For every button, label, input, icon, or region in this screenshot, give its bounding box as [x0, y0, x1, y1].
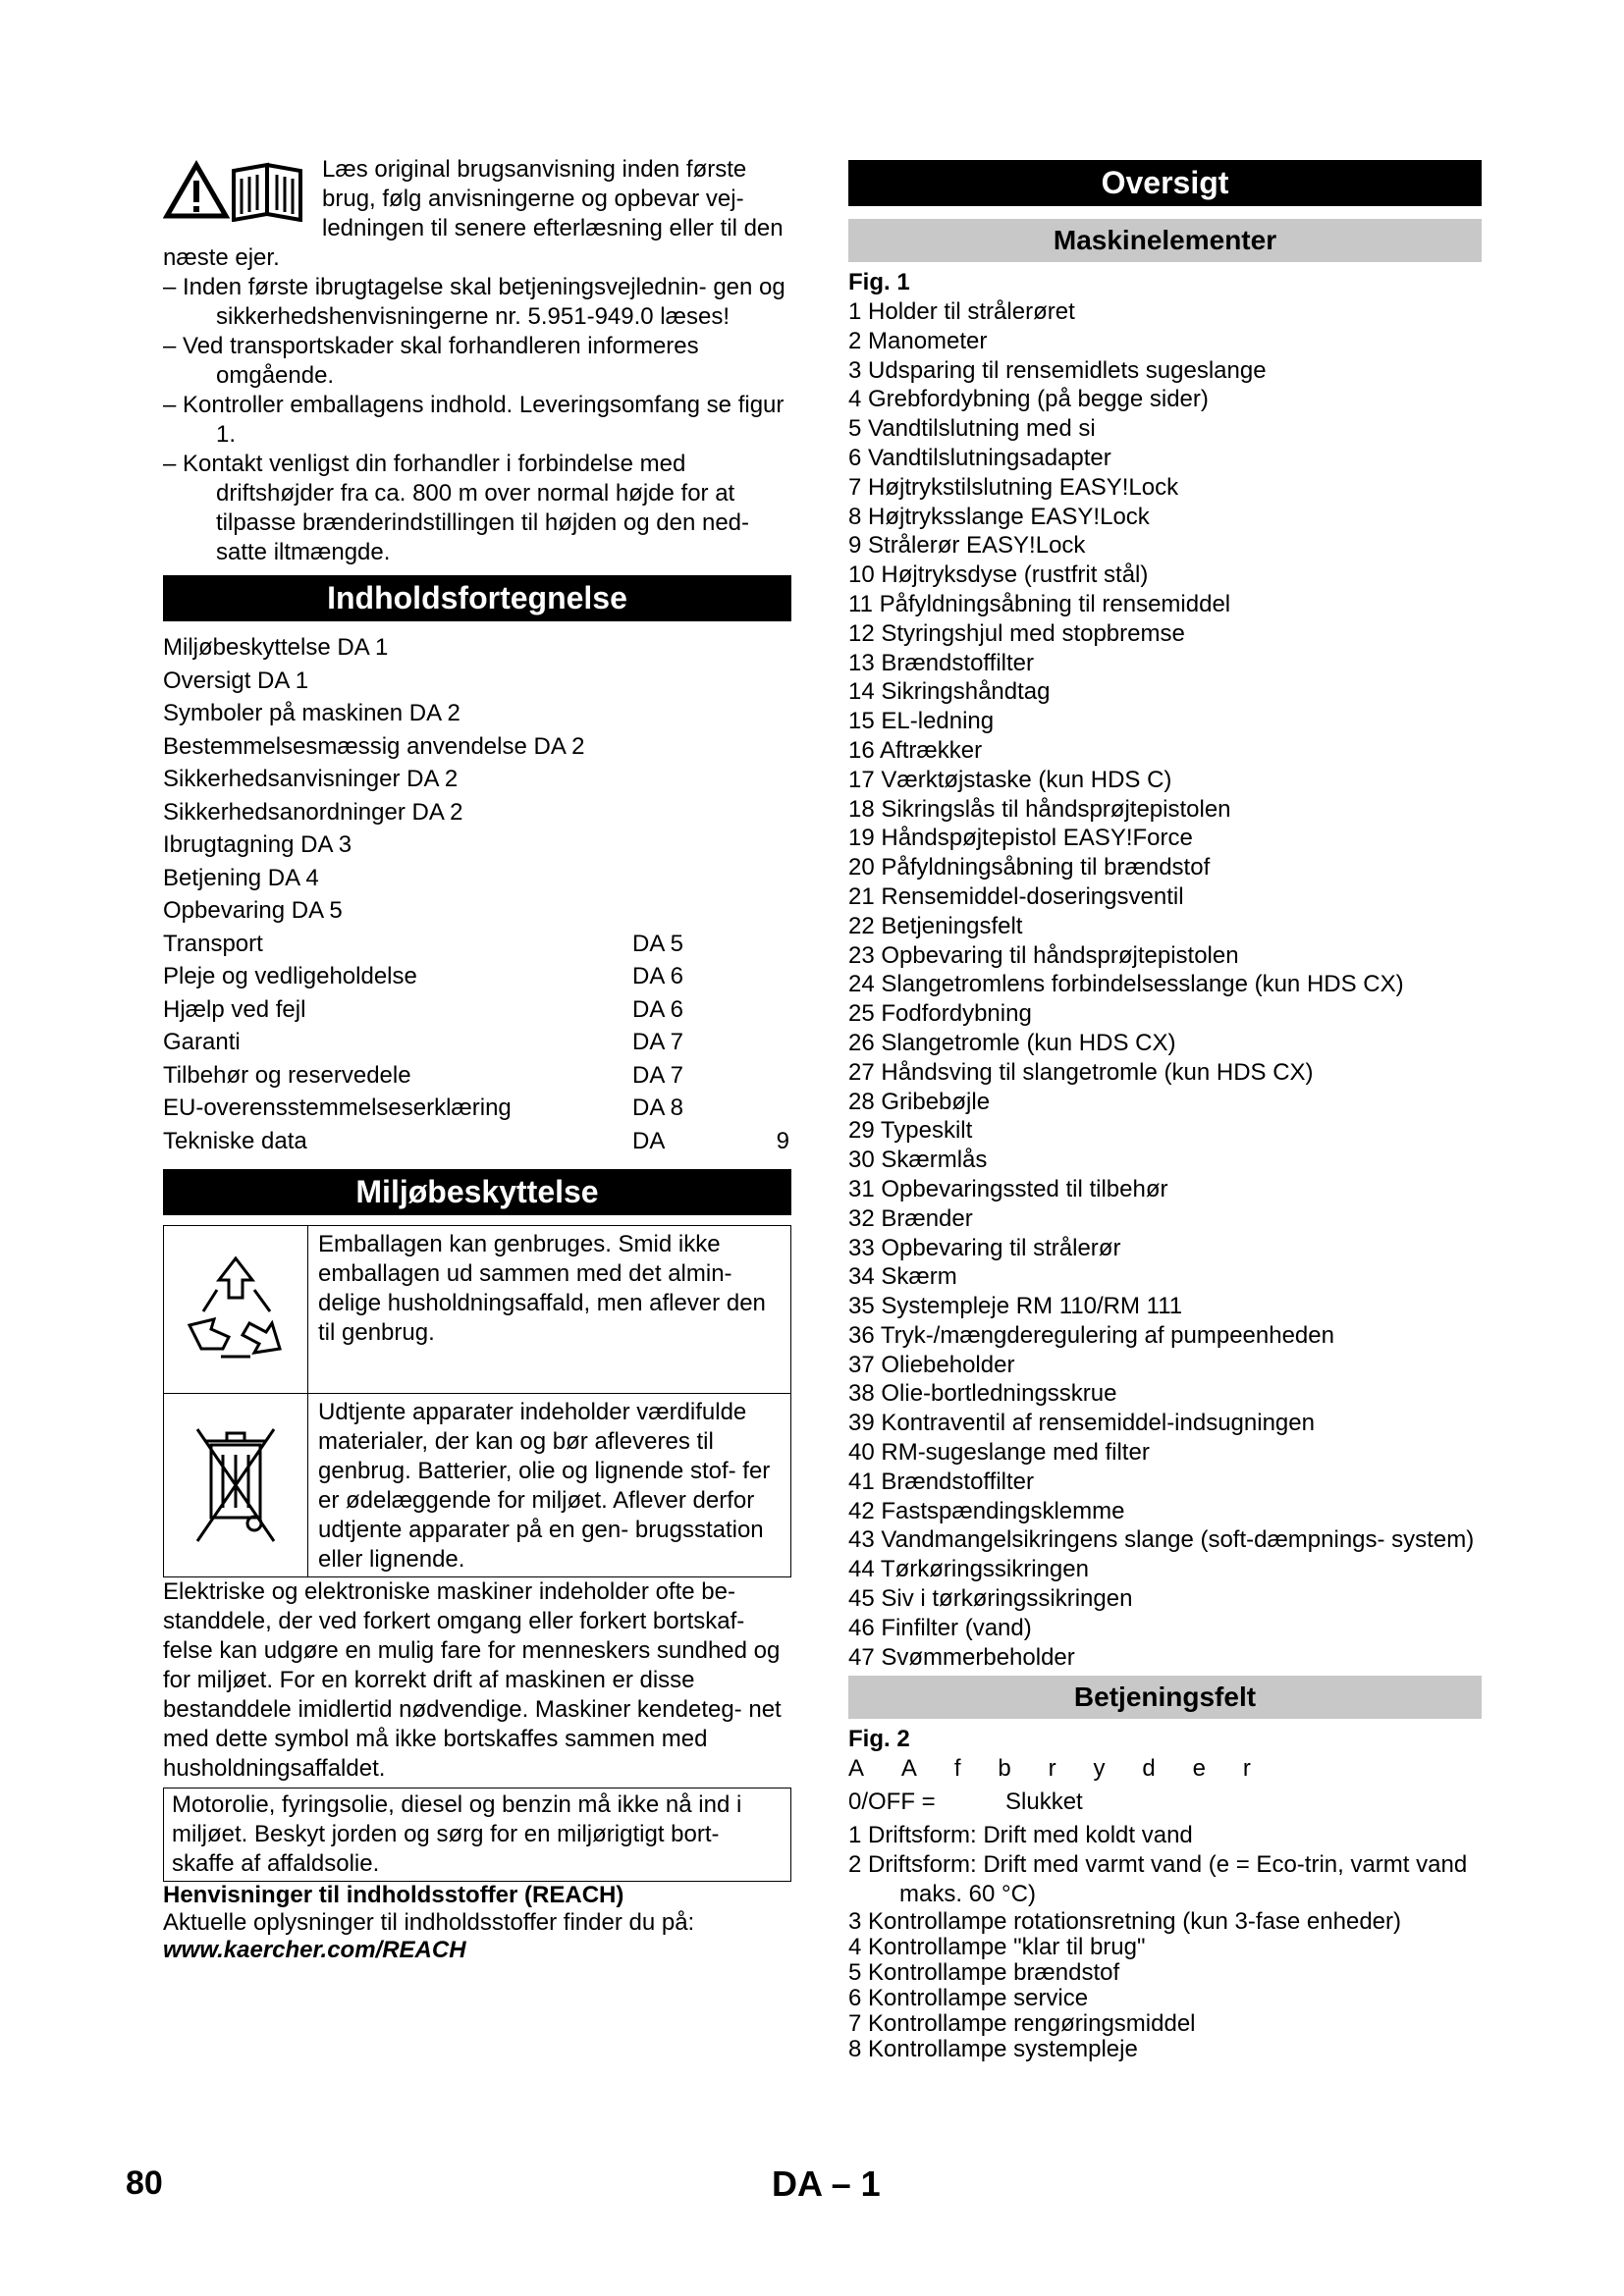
- list-item: 25 Fodfordybning: [848, 1000, 1032, 1028]
- list-item: 42 Fastspændingsklemme: [848, 1497, 1125, 1524]
- toc-title: Transport: [163, 930, 263, 957]
- control-panel-list-lamps: [848, 1935, 1482, 2062]
- toc-title: Garanti: [163, 1029, 241, 1055]
- list-item: 5 Kontrollampe brændstof: [848, 1958, 1120, 1986]
- list-item: 18 Sikringslås til håndsprøjtepistolen: [848, 795, 1231, 823]
- toc-entry[interactable]: [163, 960, 791, 993]
- toc-page: 9: [776, 1127, 789, 1154]
- list-item: 7 Højtrykstilslutning EASY!Lock: [848, 473, 1179, 501]
- machine-elements-heading: Maskinelementer: [848, 219, 1482, 262]
- symbol-table: [163, 1225, 791, 1577]
- list-item: 10 Højtryksdyse (rustfrit stål): [848, 561, 1149, 589]
- warning-icons: [163, 157, 314, 222]
- list-item: 40 RM-sugeslange med filter: [848, 1439, 1150, 1467]
- toc-entry[interactable]: [163, 631, 791, 665]
- toc-title: EU-overensstemmelseserklæring: [163, 1095, 512, 1121]
- symbol-row-recycle: [164, 1226, 790, 1393]
- environment-heading: Miljøbeskyttelse: [163, 1169, 791, 1215]
- control-panel-list: [848, 1821, 1482, 1934]
- letter: e: [1192, 1755, 1207, 1783]
- list-item: 8 Højtryksslange EASY!Lock: [848, 503, 1150, 530]
- list-item: 21 Rensemiddel-doseringsventil: [848, 882, 1184, 910]
- toc-page: [760, 1059, 789, 1093]
- toc-entry-text: Betjening DA 4: [163, 864, 319, 891]
- letter: A: [900, 1755, 917, 1783]
- list-item: 19 Håndspøjtepistol EASY!Force: [848, 825, 1193, 852]
- crossed-bin-icon: [164, 1394, 308, 1576]
- reach-text: Aktuelle oplysninger til indholdsstoffer finder du på:: [163, 1909, 695, 1936]
- list-item: 1 Holder til strålerøret: [848, 298, 1075, 325]
- list-item: 26 Slangetromle (kun HDS CX): [848, 1029, 1176, 1056]
- toc-code: DA 7: [632, 1029, 684, 1055]
- oil-warning-box: Motorolie, fyringsolie, diesel og benzin må ikke nå ind i miljøet. Beskyt jorden og sørg for en miljørigtigt bort- skaffe af affaldsolie.: [163, 1788, 791, 1882]
- reach-heading: Henvisninger til indholdsstoffer (REACH): [163, 1882, 624, 1908]
- list-item: 23 Opbevaring til håndsprøjtepistolen: [848, 941, 1239, 969]
- toc-title: Pleje og vedligeholdelse: [163, 963, 417, 989]
- list-item: 11 Påfyldningsåbning til rensemiddel: [848, 590, 1231, 617]
- letter: A: [848, 1755, 865, 1783]
- list-item: 13 Brændstoffilter: [848, 649, 1034, 676]
- toc-title: Hjælp ved fejl: [163, 995, 306, 1023]
- list-item: 5 Vandtilslutning med si: [848, 415, 1096, 443]
- list-item: 38 Olie-bortledningsskrue: [848, 1380, 1117, 1408]
- symbol-row-weee: [164, 1393, 790, 1576]
- list-item: 6 Vandtilslutningsadapter: [848, 444, 1111, 471]
- reach-link[interactable]: www.kaercher.com/REACH: [163, 1937, 466, 1963]
- page-number: 80: [126, 2164, 163, 2202]
- toc-entry-text: Bestemmelsesmæssig anvendelse DA 2: [163, 732, 585, 760]
- intro-bullet: – Kontakt venligst din forhandler i forbindelse med driftshøjder fra ca. 800 m over normal højde for at tilpasse brænderindstillingen til højden og den ned- satte iltmængde.: [163, 451, 749, 565]
- letter: r: [1242, 1755, 1251, 1783]
- toc-code: DA 6: [632, 963, 684, 989]
- list-item: 39 Kontraventil af rensemiddel-indsugningen: [848, 1410, 1315, 1437]
- recycle-text: Emballagen kan genbruges. Smid ikke emballagen ud sammen med det almin- delige husholdningsaffald, men aflever den til genbrug.: [318, 1231, 766, 1346]
- list-item: 28 Gribebøjle: [848, 1088, 991, 1115]
- list-item: 12 Styringshjul med stopbremse: [848, 619, 1185, 647]
- list-item: 33 Opbevaring til strålerør: [848, 1234, 1121, 1261]
- toc-entry[interactable]: [163, 730, 791, 764]
- toc-entry[interactable]: [163, 665, 791, 698]
- safety-intro: [163, 155, 791, 273]
- off-key: 0/OFF =: [848, 1789, 936, 1816]
- letter: r: [1048, 1755, 1056, 1783]
- section-page-code: DA – 1: [772, 2163, 881, 2204]
- list-item: 32 Brænder: [848, 1204, 973, 1232]
- toc-entry[interactable]: [163, 894, 791, 928]
- list-item: 44 Tørkøringssikringen: [848, 1556, 1089, 1583]
- toc-entry-text: Ibrugtagning DA 3: [163, 831, 352, 858]
- intro-bullet: – Kontroller emballagens indhold. Leveringsomfang se figur 1.: [163, 392, 785, 448]
- letter: f: [953, 1755, 961, 1783]
- list-item: 22 Betjeningsfelt: [848, 912, 1023, 939]
- off-definition: [848, 1786, 1482, 1819]
- toc-entry-text: Miljøbeskyttelse DA 1: [163, 634, 389, 661]
- left-column: [163, 155, 791, 1964]
- list-item: 7 Kontrollampe rengøringsmiddel: [848, 2009, 1196, 2037]
- list-item: 36 Tryk-/mængderegulering af pumpeenheden: [848, 1321, 1334, 1349]
- list-item: 37 Oliebeholder: [848, 1351, 1015, 1378]
- spaced-letters: [848, 1754, 1251, 1784]
- weee-text: Udtjente apparater indeholder værdifulde materialer, der kan og bør afleveres til genbrug. Batterier, olie og lignende stof- fer er ødelæggende for miljøet. Aflever derfor udtjente apparater på en gen- brugsstation eller lignende.: [318, 1399, 771, 1573]
- list-item: 34 Skærm: [848, 1263, 957, 1291]
- toc-code: DA 5: [632, 930, 684, 957]
- toc-entry[interactable]: [163, 697, 791, 730]
- list-item: 29 Typeskilt: [848, 1117, 973, 1145]
- toc-code: DA 7: [632, 1061, 684, 1089]
- list-item: 24 Slangetromlens forbindelsesslange (kun HDS CX): [848, 971, 1404, 998]
- list-item: 27 Håndsving til slangetromle (kun HDS CX): [848, 1058, 1314, 1086]
- right-column: [848, 153, 1482, 2062]
- toc-title: Tilbehør og reservedele: [163, 1061, 411, 1089]
- list-item: 4 Kontrollampe "klar til brug": [848, 1933, 1146, 1960]
- toc-entry[interactable]: [163, 993, 791, 1027]
- list-item: 31 Opbevaringssted til tilbehør: [848, 1175, 1168, 1202]
- toc-page: [760, 928, 789, 961]
- toc-page: [760, 1092, 789, 1125]
- list-item: 1 Driftsform: Drift med koldt vand: [848, 1822, 1193, 1849]
- list-item: 41 Brændstoffilter: [848, 1468, 1034, 1495]
- toc-entry-text: Oversigt DA 1: [163, 667, 309, 694]
- list-item: 43 Vandmangelsikringens slange (soft-dæmpnings- system): [848, 1526, 1475, 1554]
- toc-entry[interactable]: [163, 796, 791, 829]
- letter: y: [1093, 1755, 1106, 1783]
- table-of-contents: [163, 631, 791, 1157]
- letter: b: [998, 1755, 1011, 1783]
- list-item: 20 Påfyldningsåbning til brændstof: [848, 854, 1211, 881]
- intro-bullet: – Inden første ibrugtagelse skal betjeningsvejlednin- gen og sikkerhedshenvisningerne nr. 5.951-949.0 læses!: [163, 274, 785, 330]
- list-item: 3 Kontrollampe rotationsretning (kun 3-fase enheder): [848, 1907, 1401, 1935]
- toc-entry[interactable]: [163, 1026, 791, 1059]
- list-item: 30 Skærmlås: [848, 1147, 988, 1174]
- toc-entry[interactable]: [163, 862, 791, 895]
- toc-entry-text: Sikkerhedsanvisninger DA 2: [163, 766, 459, 792]
- fig1-label: Fig. 1: [848, 269, 910, 295]
- toc-page: [760, 993, 789, 1027]
- list-item: 2 Manometer: [848, 327, 988, 354]
- toc-code: DA 8: [632, 1095, 684, 1121]
- toc-entry-text: Sikkerhedsanordninger DA 2: [163, 798, 463, 826]
- toc-entry-text: Symboler på maskinen DA 2: [163, 700, 460, 726]
- toc-heading: Indholdsfortegnelse: [163, 575, 791, 621]
- toc-entry-text: Opbevaring DA 5: [163, 897, 343, 924]
- intro-bullet: – Ved transportskader skal forhandleren informeres omgående.: [163, 333, 699, 389]
- toc-title: Tekniske data: [163, 1127, 307, 1154]
- list-item: 15 EL-ledning: [848, 708, 995, 735]
- warning-text: Læs original brugsanvisning inden første brug, følg anvisningerne og opbevar vej- ledningen til senere efterlæsning eller til den næste ejer.: [163, 156, 784, 271]
- letter: d: [1142, 1755, 1156, 1783]
- toc-code: DA: [632, 1127, 666, 1154]
- toc-entry[interactable]: [163, 1092, 791, 1125]
- list-item: 45 Siv i tørkøringssikringen: [848, 1585, 1133, 1613]
- list-item: 2 Driftsform: Drift med varmt vand (e = Eco-trin, varmt vand maks. 60 °C): [848, 1851, 1468, 1908]
- toc-entry[interactable]: [163, 928, 791, 961]
- overview-heading: Oversigt: [848, 160, 1482, 206]
- recycle-icon: [164, 1226, 308, 1393]
- list-item: 6 Kontrollampe service: [848, 1984, 1089, 2011]
- list-item: 14 Sikringshåndtag: [848, 678, 1051, 706]
- toc-code: DA 6: [632, 995, 684, 1023]
- list-item: 46 Finfilter (vand): [848, 1614, 1032, 1641]
- list-item: 16 Aftrækker: [848, 736, 983, 764]
- fig2-label: Fig. 2: [848, 1726, 910, 1753]
- list-item: 8 Kontrollampe systempleje: [848, 2035, 1138, 2062]
- list-item: 47 Svømmerbeholder: [848, 1643, 1075, 1671]
- toc-entry[interactable]: [163, 828, 791, 862]
- list-item: 35 Systempleje RM 110/RM 111: [848, 1293, 1183, 1320]
- electrical-text: Elektriske og elektroniske maskiner indeholder ofte be- standdele, der ved forkert omgang eller forkert bortskaf- felse kan udgøre en mulig fare for menneskers sundhed og for miljøet. For en korrekt drift af maskinen er disse bestanddele imidlertid nødvendige. Maskiner kendeteg- net med dette symbol må ikke bortskaffes sammen med husholdningsaffaldet.: [163, 1578, 782, 1782]
- list-item: 4 Grebfordybning (på begge sider): [848, 386, 1209, 413]
- control-panel-heading: Betjeningsfelt: [848, 1676, 1482, 1719]
- list-item: 9 Strålerør EASY!Lock: [848, 532, 1086, 560]
- toc-entry[interactable]: [163, 1059, 791, 1093]
- toc-page: [760, 1026, 789, 1059]
- warning-triangle-book-icon: [163, 157, 310, 222]
- toc-page: [760, 960, 789, 993]
- off-value: Slukket: [1005, 1789, 1083, 1816]
- list-item: 3 Udsparing til rensemidlets sugeslange: [848, 356, 1267, 384]
- toc-entry[interactable]: [163, 1125, 791, 1158]
- list-item: 17 Værktøjstaske (kun HDS C): [848, 766, 1172, 793]
- toc-entry[interactable]: [163, 763, 791, 796]
- machine-elements-list: [848, 297, 1482, 1672]
